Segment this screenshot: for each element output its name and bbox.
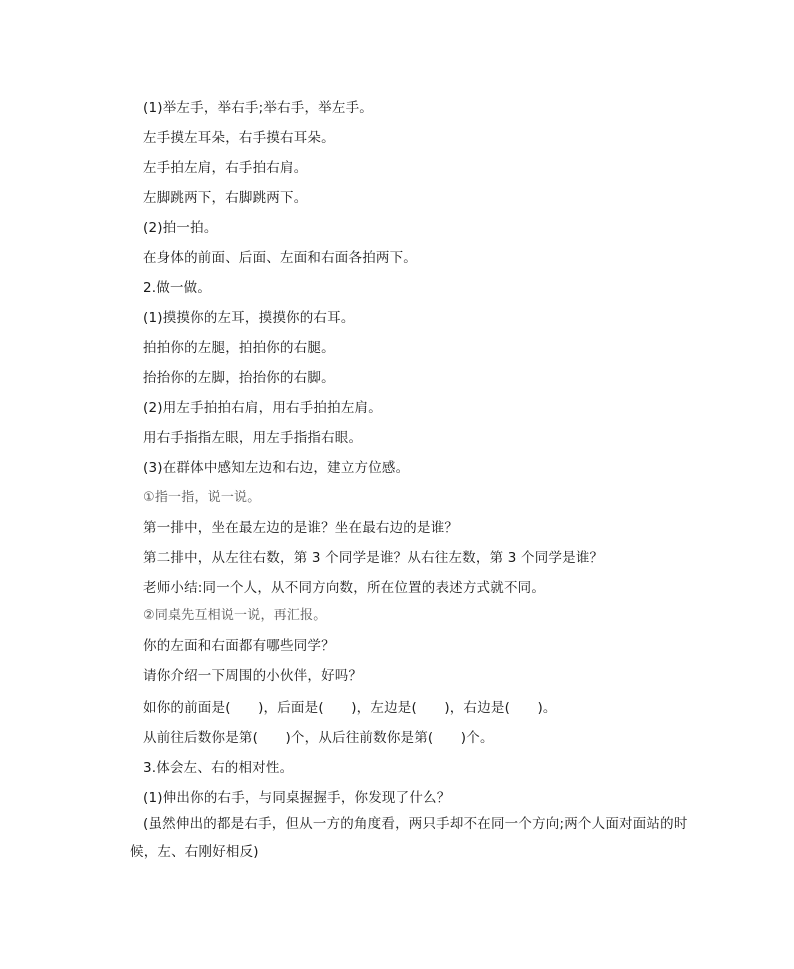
text-line: (3)在群体中感知左边和右边，建立方位感。 [143, 460, 410, 476]
text-line: 拍拍你的左腿，拍拍你的右腿。 [143, 340, 335, 356]
text-line: 左脚跳两下，右脚跳两下。 [143, 190, 308, 206]
text-line: 老师小结:同一个人，从不同方向数，所在位置的表述方式就不同。 [143, 580, 546, 596]
text-line: ①指一指，说一说。 [143, 490, 261, 505]
text-line: 用右手指指左眼，用左手指指右眼。 [143, 430, 363, 446]
text-line: (1)伸出你的右手，与同桌握握手，你发现了什么？ [143, 790, 451, 806]
section-heading: 3.体会左、右的相对性。 [143, 760, 294, 776]
text-line: 抬抬你的左脚，抬抬你的右脚。 [143, 370, 335, 386]
text-line: 左手拍左肩，右手拍右肩。 [143, 160, 308, 176]
text-line: 第二排中，从左往右数，第 3 个同学是谁？从右往左数，第 3 个同学是谁？ [143, 550, 604, 566]
section-heading: 2.做一做。 [143, 280, 212, 296]
text-line: 候，左、右刚好相反) [130, 844, 259, 860]
text-line: 从前往后数你是第( )个，从后往前数你是第( )个。 [143, 730, 494, 746]
text-line: (1)举左手，举右手;举右手，举左手。 [143, 100, 373, 116]
text-line: (虽然伸出的都是右手，但从一方的角度看，两只手却不在同一个方向;两个人面对面站的时 [143, 816, 688, 832]
text-line: 你的左面和右面都有哪些同学？ [143, 638, 335, 654]
text-line: ②同桌先互相说一说，再汇报。 [143, 608, 327, 623]
text-line: 在身体的前面、后面、左面和右面各拍两下。 [143, 250, 417, 266]
text-line: 左手摸左耳朵，右手摸右耳朵。 [143, 130, 335, 146]
text-line: 第一排中，坐在最左边的是谁？坐在最右边的是谁？ [143, 520, 459, 536]
text-line: (2)拍一拍。 [143, 220, 218, 236]
text-line: (2)用左手拍拍右肩，用右手拍拍左肩。 [143, 400, 382, 416]
text-line: 如你的前面是( )，后面是( )，左边是( )，右边是( )。 [143, 700, 557, 716]
text-line: (1)摸摸你的左耳，摸摸你的右耳。 [143, 310, 355, 326]
text-line: 请你介绍一下周围的小伙伴，好吗？ [143, 668, 363, 684]
